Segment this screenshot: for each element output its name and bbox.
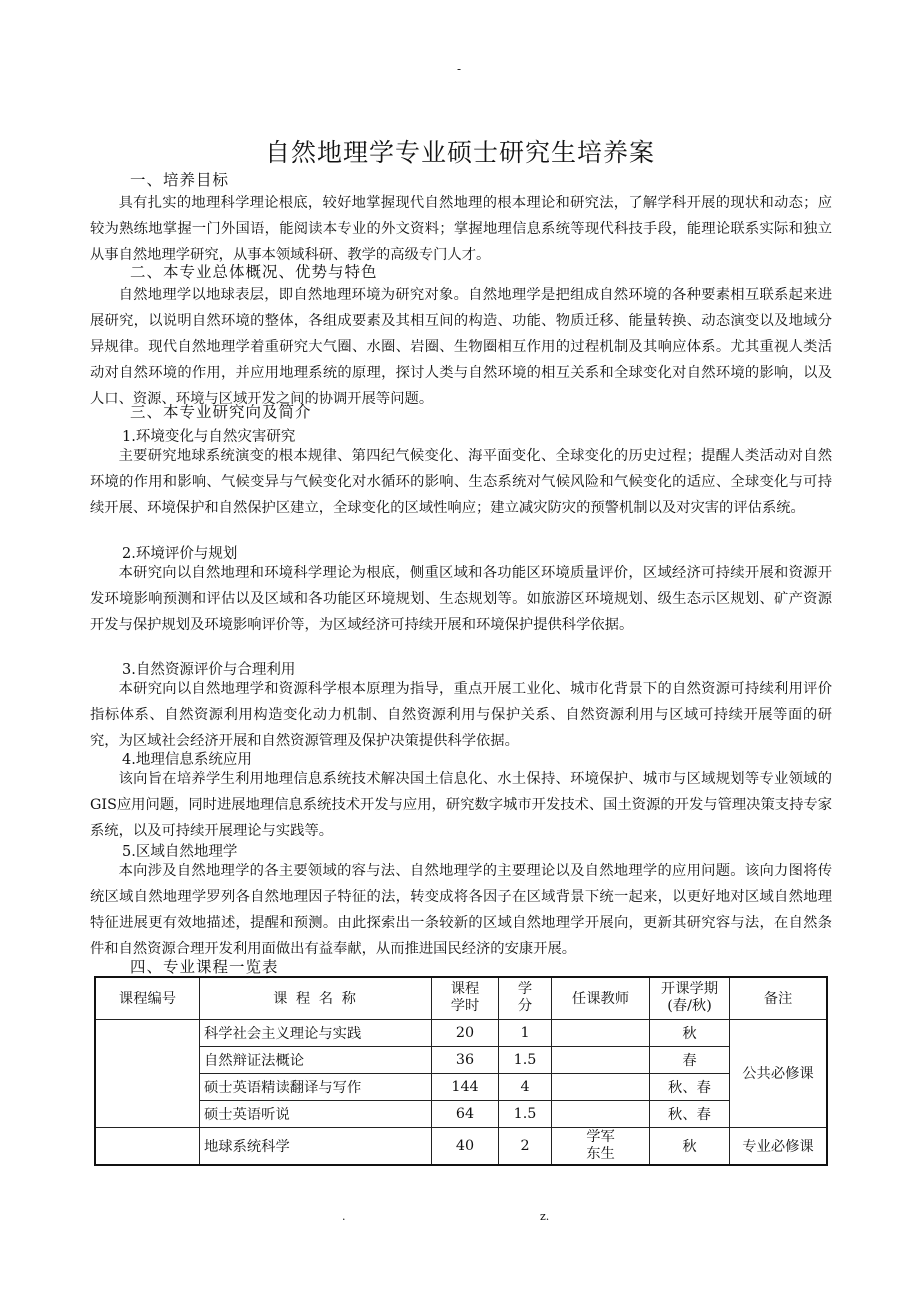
course-term: 秋 (650, 1019, 730, 1046)
course-credit: 1 (499, 1019, 552, 1046)
course-name: 硕士英语听说 (200, 1100, 432, 1127)
direction-title-4: 4.地理信息系统应用 (122, 752, 252, 768)
direction-text-5: 本向涉及自然地理学的各主要领域的容与法、自然地理学的主要理论以及自然地理学的应用问题。该向力图将传统区域自然地理学罗列各自然地理因子特征的法，转变成将各因子在区域背景下统一起来，以更好地对区域自然地理特征进展更有效地描述，提醒和预测。由此探索出一条较新的区域自然地理学开展向，更新其研究容与法，在自然条件和自然资源合理开发利用面做出有益奉献，从而推进国民经济的安康开展。 (90, 863, 832, 957)
course-name: 地球系统科学 (200, 1127, 432, 1165)
header-note: 备注 (730, 977, 828, 1019)
footer-left: . (342, 1210, 346, 1223)
course-credit: 2 (499, 1127, 552, 1165)
course-term: 春 (650, 1046, 730, 1073)
course-name: 硕士英语精读翻译与写作 (200, 1073, 432, 1100)
direction-title-5: 5.区域自然地理学 (122, 844, 238, 860)
course-teacher: 学军 东生 (552, 1127, 650, 1165)
course-note-major: 专业必修课 (730, 1127, 828, 1165)
course-hours: 144 (432, 1073, 499, 1100)
course-code-cell (95, 1127, 200, 1165)
direction-text-2: 本研究向以自然地理和环境科学理论为根底，侧重区域和各功能区环境质量评价，区域经济可持续开展和资源开发环境影响预测和评估以及区域和各功能区环境规划、生态规划等。如旅游区环境规划、级生态示区规划、矿产资源开发与保护规划及环境影响评价等，为区域经济可持续开展和环境保护提供科学依据。 (90, 565, 832, 633)
course-name: 自然辩证法概论 (200, 1046, 432, 1073)
header-name: 课 程 名 称 (200, 977, 432, 1019)
table-header-row (95, 977, 827, 1019)
header-credit: 学 分 (499, 977, 552, 1019)
section-heading-directions: 三、本专业研究向及简介 (130, 403, 312, 421)
course-term: 秋、春 (650, 1073, 730, 1100)
header-teacher: 任课教师 (552, 977, 650, 1019)
direction-title-3: 3.自然资源评价与合理利用 (122, 662, 296, 678)
table-row (95, 1073, 827, 1100)
course-teacher (552, 1046, 650, 1073)
header-code: 课程编号 (95, 977, 200, 1019)
section-text-goals: 具有扎实的地理科学理论根底，较好地掌握现代自然地理的根本理论和研究法，了解学科开展的现状和动态；应较为熟练地掌握一门外国语，能阅读本专业的外文资料；掌握地理信息系统等现代科技手段，能理论联系实际和独立从事自然地理学研究，从事本领域科研、教学的高级专门人才。 (90, 195, 832, 263)
direction-text-1: 主要研究地球系统演变的根本规律、第四纪气候变化、海平面变化、全球变化的历史过程；提醒人类活动对自然环境的作用和影响、气候变异与气候变化对水循环的影响、生态系统对气候风险和气候变化的适应、全球变化与可持续开展、环境保护和自然保护区建立，全球变化的区域性响应；建立减灾防灾的预警机制以及对灾害的评估系统。 (90, 448, 832, 516)
direction-text-4: 该向旨在培养学生利用地理信息系统技术解决国土信息化、水土保持、环境保护、城市与区域规划等专业领域的GIS应用问题，同时进展地理信息系统技术开发与应用，研究数字城市开发技术、国土资源的开发与管理决策支持专家系统，以及可持续开展理论与实践等。 (90, 771, 832, 839)
course-credit: 1.5 (499, 1046, 552, 1073)
table-row (95, 1019, 827, 1046)
course-name: 科学社会主义理论与实践 (200, 1019, 432, 1046)
table-row (95, 1046, 827, 1073)
header-mark: - (457, 62, 462, 76)
course-hours: 20 (432, 1019, 499, 1046)
table-row (95, 1100, 827, 1127)
course-credit: 1.5 (499, 1100, 552, 1127)
course-term: 秋、春 (650, 1100, 730, 1127)
direction-text-3: 本研究向以自然地理学和资源科学根本原理为指导，重点开展工业化、城市化背景下的自然资源可持续利用评价指标体系、自然资源利用构造变化动力机制、自然资源利用与保护关系、自然资源利用与区域可持续开展等面的研究，为区域社会经济开展和自然资源管理及保护决策提供科学依据。 (90, 681, 832, 749)
section-text-overview: 自然地理学以地球表层，即自然地理环境为研究对象。自然地理学是把组成自然环境的各种要素相互联系起来进展研究，以说明自然环境的整体，各组成要素及其相互间的构造、功能、物质迁移、能量转换、动态演变以及地域分异规律。现代自然地理学着重研究大气圈、水圈、岩圈、生物圈相互作用的过程机制及其响应体系。尤其重视人类活动对自然环境的作用，并应用地理系统的原理，探讨人类与自然环境的相互关系和全球变化对自然环境的影响，以及人口、资源、环境与区域开发之间的协调开展等问题。 (90, 287, 832, 407)
direction-title-2: 2.环境评价与规划 (122, 546, 238, 562)
course-teacher (552, 1073, 650, 1100)
course-table (94, 976, 828, 1166)
course-hours: 40 (432, 1127, 499, 1165)
course-note-public: 公共必修课 (730, 1019, 828, 1127)
footer-right: z. (540, 1210, 550, 1223)
course-credit: 4 (499, 1073, 552, 1100)
header-term: 开课学期 (春/秋) (650, 977, 730, 1019)
direction-title-1: 1.环境变化与自然灾害研究 (122, 429, 296, 445)
course-teacher (552, 1019, 650, 1046)
course-hours: 64 (432, 1100, 499, 1127)
section-heading-courses: 四、专业课程一览表 (130, 958, 279, 976)
page-title: 自然地理学专业硕士研究生培养案 (264, 138, 655, 167)
course-teacher (552, 1100, 650, 1127)
course-code-cell (95, 1019, 200, 1127)
table-row (95, 1127, 827, 1165)
section-heading-overview: 二、本专业总体概况、优势与特色 (130, 263, 378, 281)
header-hours: 课程 学时 (432, 977, 499, 1019)
course-hours: 36 (432, 1046, 499, 1073)
section-heading-goals: 一、培养目标 (130, 171, 230, 189)
course-term: 秋 (650, 1127, 730, 1165)
